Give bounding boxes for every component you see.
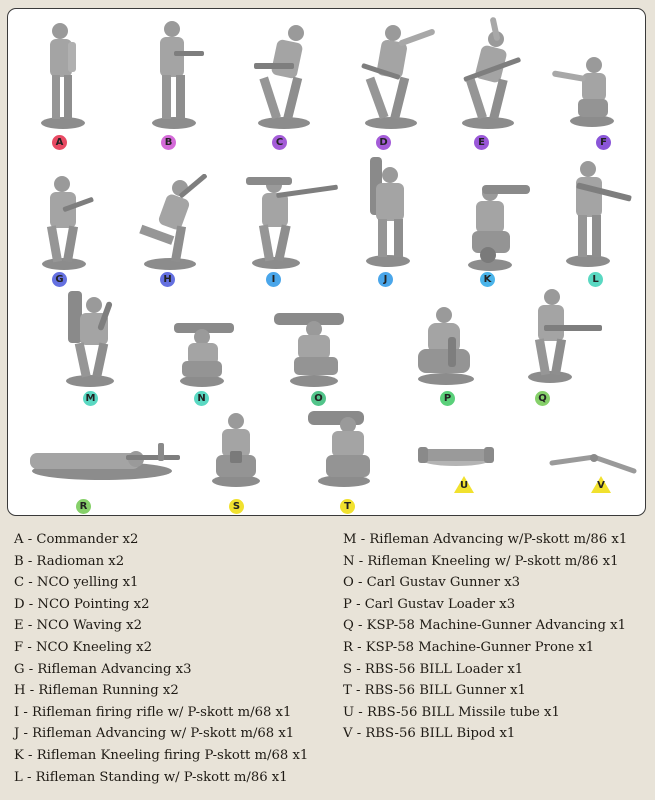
legend-item: D - NCO Pointing x2 — [14, 596, 150, 612]
legend-item: M - Rifleman Advancing w/P-skott m/86 x1 — [343, 532, 628, 547]
figure-label-a: A — [52, 135, 67, 150]
legend-item: S - RBS-56 BILL Loader x1 — [343, 661, 524, 677]
legend-item: C - NCO yelling x1 — [14, 575, 139, 591]
figure-label-h: H — [160, 272, 175, 287]
figure-commander — [28, 17, 98, 132]
figure-label-v: V — [597, 480, 605, 491]
figure-label-m: M — [83, 391, 98, 406]
legend-item: Q - KSP-58 Machine-Gunner Advancing x1 — [343, 618, 626, 634]
figure-label-p: P — [440, 391, 455, 406]
figure-rifleman-kneeling-pskott — [166, 315, 242, 389]
figure-rbs56-loader — [204, 409, 270, 489]
legend-item: E - NCO Waving x2 — [14, 618, 142, 634]
figure-ksp58-gunner-advancing — [518, 285, 604, 385]
figure-label-g: G — [52, 272, 67, 287]
figure-label-j: J — [378, 272, 393, 287]
legend-item: J - Rifleman Advancing w/ P-skott m/68 x1 — [14, 726, 295, 742]
figure-carl-gustav-gunner — [270, 305, 354, 389]
figure-carl-gustav-loader — [404, 301, 488, 387]
legend-item: B - Radioman x2 — [14, 553, 125, 569]
legend-item: N - Rifleman Kneeling w/ P-skott m/86 x1 — [343, 553, 619, 569]
figure-label-s: S — [229, 499, 244, 514]
legend-item: A - Commander x2 — [14, 532, 139, 547]
figure-nco-yelling — [244, 19, 328, 132]
figure-label-d: D — [376, 135, 391, 150]
legend-item: K - Rifleman Kneeling firing P-skott m/68 x1 — [14, 747, 309, 763]
figure-rifleman-standing — [556, 155, 636, 269]
figure-rifleman-kneeling-firing — [454, 179, 534, 273]
figure-label-r: R — [76, 499, 91, 514]
legend-item: F - NCO Kneeling x2 — [14, 639, 152, 655]
legend-item: L - Rifleman Standing w/ P-skott m/86 x1 — [14, 769, 288, 785]
figure-label-o: O — [311, 391, 326, 406]
figure-label-n: N — [194, 391, 209, 406]
figure-ksp58-gunner-prone — [22, 433, 182, 487]
figure-label-e: E — [474, 135, 489, 150]
figure-rifleman-advancing — [32, 172, 98, 272]
miniatures-photo-panel — [7, 8, 646, 516]
legend-item: P - Carl Gustav Loader x3 — [343, 596, 516, 612]
figure-label-u: U — [459, 480, 469, 491]
figure-rbs56-gunner — [304, 405, 384, 489]
legend-item: O - Carl Gustav Gunner x3 — [343, 575, 521, 591]
legend-item: I - Rifleman firing rifle w/ P-skott m/68 x1 — [14, 704, 292, 720]
legend-item: U - RBS-56 BILL Missile tube x1 — [343, 704, 560, 720]
figure-nco-kneeling — [548, 51, 628, 131]
figure-label-q: Q — [535, 391, 550, 406]
figure-label-k: K — [480, 272, 495, 287]
figure-nco-waving — [448, 17, 538, 132]
figure-label-c: C — [272, 135, 287, 150]
figure-label-l: L — [588, 272, 603, 287]
figure-rbs56-missile-tube — [416, 441, 496, 471]
figure-radioman — [140, 15, 210, 132]
legend-item: V - RBS-56 BILL Bipod x1 — [343, 726, 516, 742]
legend-item: R - KSP-58 Machine-Gunner Prone x1 — [343, 639, 595, 655]
legend-item: G - Rifleman Advancing x3 — [14, 661, 192, 677]
figure-nco-pointing — [353, 19, 443, 132]
figure-label-f: F — [596, 135, 611, 150]
figure-rifleman-running — [126, 174, 222, 272]
legend-item: H - Rifleman Running x2 — [14, 683, 179, 699]
figure-label-b: B — [161, 135, 176, 150]
figure-rifleman-firing-rifle — [240, 171, 344, 271]
figure-rifleman-advancing-pskott-m86 — [54, 289, 134, 389]
figure-rifleman-advancing-pskott — [356, 157, 422, 269]
legend-right-column — [343, 529, 627, 745]
legend-left-column — [14, 529, 308, 788]
legend-item: T - RBS-56 BILL Gunner x1 — [343, 683, 526, 699]
figure-label-i: I — [266, 272, 281, 287]
figure-label-t: T — [340, 499, 355, 514]
